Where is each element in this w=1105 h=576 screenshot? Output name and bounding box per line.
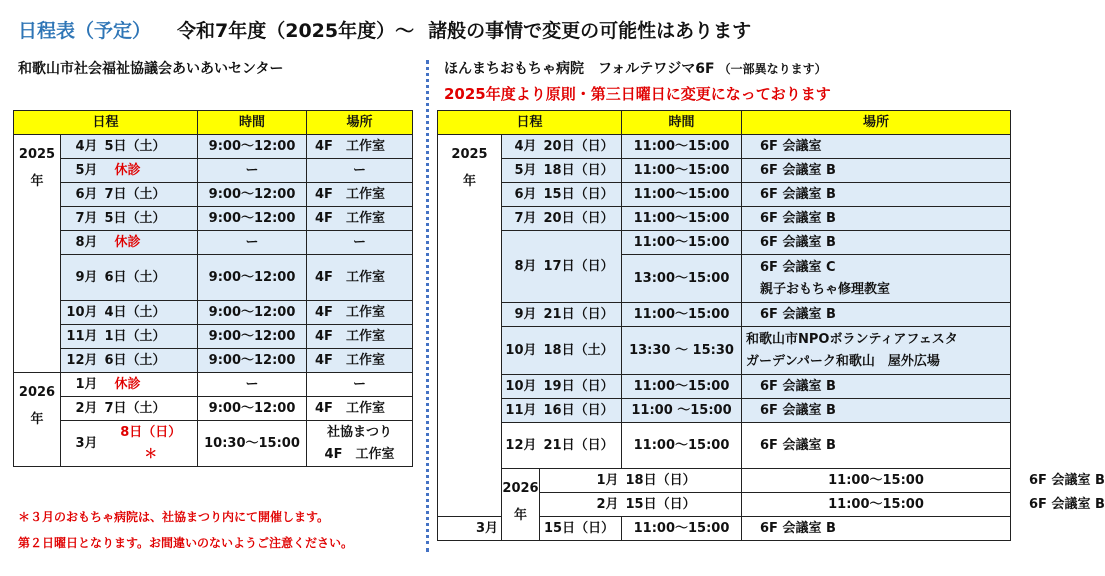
time-cell: 9:00～12:00	[198, 325, 307, 349]
table-row	[14, 159, 413, 183]
day-cell: 21日（日）	[540, 303, 622, 327]
day-cell: 休診	[101, 159, 198, 183]
time-cell: 9:00～12:00	[198, 183, 307, 207]
day-cell: 5日（土）	[101, 135, 198, 159]
time-cell: 9:00～12:00	[198, 207, 307, 231]
table-row	[438, 207, 1011, 231]
time-cell: ー	[198, 159, 307, 183]
year-cell-2026: 2026 年	[14, 373, 61, 467]
time-cell: 11:00～15:00	[622, 135, 742, 159]
day-cell: 20日（日）	[540, 135, 622, 159]
month-cell: 10月	[502, 327, 540, 375]
table-row	[438, 159, 1011, 183]
time-cell: 11:00～15:00	[742, 469, 1011, 493]
table-row	[14, 421, 413, 467]
month-cell: 8月	[61, 231, 101, 255]
day-cell: 休診	[101, 231, 198, 255]
table-row	[438, 399, 1011, 423]
left-schedule-table	[13, 110, 413, 467]
day-cell	[101, 421, 198, 467]
place-line2: ガーデンパーク和歌山 屋外広場	[746, 353, 940, 369]
place-line1: 和歌山市NPOボランティアフェスタ	[746, 331, 958, 347]
table-row	[14, 301, 413, 325]
time-cell: 9:00～12:00	[198, 397, 307, 421]
rule-notice: 2025年度より原則・第三日曜日に変更になっております	[444, 85, 831, 103]
table-row	[438, 303, 1011, 327]
place-cell	[742, 255, 1011, 303]
place-cell: 4F 工作室	[307, 183, 413, 207]
time-cell: 11:00～15:00	[622, 303, 742, 327]
table-row	[14, 255, 413, 301]
table-row	[438, 327, 1011, 375]
day-cell: 4日（土）	[101, 301, 198, 325]
table-row	[14, 207, 413, 231]
place-cell: 4F 工作室	[307, 255, 413, 301]
month-cell: 10月	[61, 301, 101, 325]
table-row: 2026 年 1月 18日（日） 11:00～15:00 6F 会議室 B	[438, 469, 1011, 493]
table-row	[14, 183, 413, 207]
month-cell: 5月	[502, 159, 540, 183]
time-cell: 11:00～15:00	[742, 493, 1011, 517]
time-cell: 11:00～15:00	[622, 207, 742, 231]
table-row	[438, 135, 1011, 159]
place-cell: 6F 会議室 B	[742, 207, 1011, 231]
table-row	[14, 231, 413, 255]
month-cell: 7月	[61, 207, 101, 231]
month-cell: 4月	[61, 135, 101, 159]
table-row	[14, 325, 413, 349]
place-cell: 4F 工作室	[307, 325, 413, 349]
place-cell	[742, 327, 1011, 375]
col-header-place: 場所	[742, 111, 1011, 135]
month-cell: 11月	[61, 325, 101, 349]
page-title	[18, 16, 751, 43]
place-cell	[307, 421, 413, 467]
year-cell-2025: 2025 年	[438, 135, 502, 517]
month-cell: 6月	[61, 183, 101, 207]
right-schedule-table	[437, 110, 1105, 541]
right-venue-name: ほんまちおもちゃ病院 フォルテワジマ6F	[444, 61, 715, 77]
col-header-time: 時間	[622, 111, 742, 135]
time-cell: 11:00～15:00	[622, 231, 742, 255]
day-cell: 18日（日）	[540, 159, 622, 183]
table-row	[438, 375, 1011, 399]
schedule-label: 日程表（予定）	[18, 20, 152, 42]
month-cell: 6月	[502, 183, 540, 207]
place-cell: 6F 会議室 B	[742, 399, 1011, 423]
col-header-date: 日程	[438, 111, 622, 135]
day-cell: 18日（日）	[622, 469, 742, 493]
place-cell: 6F 会議室 B	[742, 231, 1011, 255]
year-cell-2025: 2025 年	[14, 135, 61, 373]
place-cell: ー	[307, 159, 413, 183]
right-venue-note: （一部異なります）	[718, 62, 827, 76]
day-cell: 17日（日）	[540, 231, 622, 303]
place-cell: 4F 工作室	[307, 349, 413, 373]
column-divider	[426, 60, 429, 552]
col-header-time: 時間	[198, 111, 307, 135]
right-venue-title	[444, 58, 827, 78]
table-row	[14, 397, 413, 421]
month-cell: 2月	[61, 397, 101, 421]
place-cell: 6F 会議室 B	[742, 517, 1011, 541]
place-line2: 4F 工作室	[324, 446, 395, 462]
time-cell: 13:30 ～ 15:30	[622, 327, 742, 375]
time-cell: 10:30～15:00	[198, 421, 307, 467]
place-cell: 4F 工作室	[307, 397, 413, 421]
time-cell: ー	[198, 231, 307, 255]
place-cell: ー	[307, 373, 413, 397]
month-cell: 12月	[502, 423, 540, 469]
footnote-line1: ＊３月のおもちゃ病院は、社協まつり内にて開催します。	[18, 510, 330, 524]
time-cell: 11:00～15:00	[622, 517, 742, 541]
day-cell: 休診	[101, 373, 198, 397]
place-cell: 6F 会議室 B	[742, 183, 1011, 207]
day-cell: 7日（土）	[101, 183, 198, 207]
time-cell: 11:00～15:00	[622, 423, 742, 469]
left-venue-title: 和歌山市社会福祉協議会あいあいセンター	[18, 61, 284, 77]
footnote	[18, 504, 353, 556]
month-cell: 5月	[61, 159, 101, 183]
month-cell: 1月	[61, 373, 101, 397]
year-cell-2026: 2026 年	[502, 469, 540, 541]
day-cell: 19日（日）	[540, 375, 622, 399]
place-cell: 6F 会議室 B	[742, 423, 1011, 469]
day-cell: 16日（日）	[540, 399, 622, 423]
day-cell: 5日（土）	[101, 207, 198, 231]
change-notice: 諸般の事情で変更の可能性はあります	[428, 20, 752, 42]
day-cell: 1日（土）	[101, 325, 198, 349]
table-row	[14, 135, 413, 159]
place-cell: 6F 会議室 B	[742, 159, 1011, 183]
time-cell: 9:00～12:00	[198, 301, 307, 325]
month-cell: 3月	[438, 517, 502, 541]
time-cell: ー	[198, 373, 307, 397]
fiscal-year: 令和7年度（2025年度）～	[177, 20, 415, 42]
month-cell: 8月	[502, 231, 540, 303]
month-cell: 9月	[502, 303, 540, 327]
col-header-place: 場所	[307, 111, 413, 135]
day-cell: 18日（土）	[540, 327, 622, 375]
day-cell: 20日（日）	[540, 207, 622, 231]
time-cell: 11:00～15:00	[622, 183, 742, 207]
day-cell: 15日（日）	[622, 493, 742, 517]
month-cell: 3月	[61, 421, 101, 467]
table-row	[438, 183, 1011, 207]
day-cell: 6日（土）	[101, 255, 198, 301]
table-row: 2月 15日（日） 11:00～15:00 6F 会議室 B	[438, 493, 1011, 517]
place-line1: 社協まつり	[327, 424, 393, 440]
time-cell: 11:00 ～15:00	[622, 399, 742, 423]
month-cell: 9月	[61, 255, 101, 301]
place-line1: 6F 会議室 C	[760, 259, 836, 275]
day-cell: 15日（日）	[540, 183, 622, 207]
day-text: 8日（日）	[120, 424, 182, 440]
place-cell: 4F 工作室	[307, 301, 413, 325]
footnote-line2: 第２日曜日となります。お間違いのないようご注意ください。	[18, 536, 354, 550]
place-line2: 親子おもちゃ修理教室	[760, 281, 891, 297]
place-cell: 6F 会議室 B	[742, 303, 1011, 327]
month-cell: 7月	[502, 207, 540, 231]
day-cell: 7日（土）	[101, 397, 198, 421]
time-cell: 9:00～12:00	[198, 135, 307, 159]
month-cell: 2月	[540, 493, 622, 517]
month-cell: 1月	[540, 469, 622, 493]
place-cell: 6F 会議室 B	[742, 375, 1011, 399]
day-cell: 6日（土）	[101, 349, 198, 373]
place-cell: 6F 会議室	[742, 135, 1011, 159]
col-header-date: 日程	[14, 111, 198, 135]
month-cell: 10月	[502, 375, 540, 399]
day-mark: ＊	[144, 446, 158, 462]
time-cell: 9:00～12:00	[198, 255, 307, 301]
month-cell: 4月	[502, 135, 540, 159]
place-cell: 4F 工作室	[307, 135, 413, 159]
table-row	[438, 423, 1011, 469]
time-cell: 13:00～15:00	[622, 255, 742, 303]
day-cell: 21日（日）	[540, 423, 622, 469]
place-cell: 4F 工作室	[307, 207, 413, 231]
time-cell: 11:00～15:00	[622, 375, 742, 399]
place-cell: ー	[307, 231, 413, 255]
table-row	[438, 231, 1011, 255]
month-cell: 11月	[502, 399, 540, 423]
day-cell: 15日（日）	[540, 517, 622, 541]
month-cell: 12月	[61, 349, 101, 373]
table-row	[14, 349, 413, 373]
time-cell: 9:00～12:00	[198, 349, 307, 373]
time-cell: 11:00～15:00	[622, 159, 742, 183]
table-row	[14, 373, 413, 397]
